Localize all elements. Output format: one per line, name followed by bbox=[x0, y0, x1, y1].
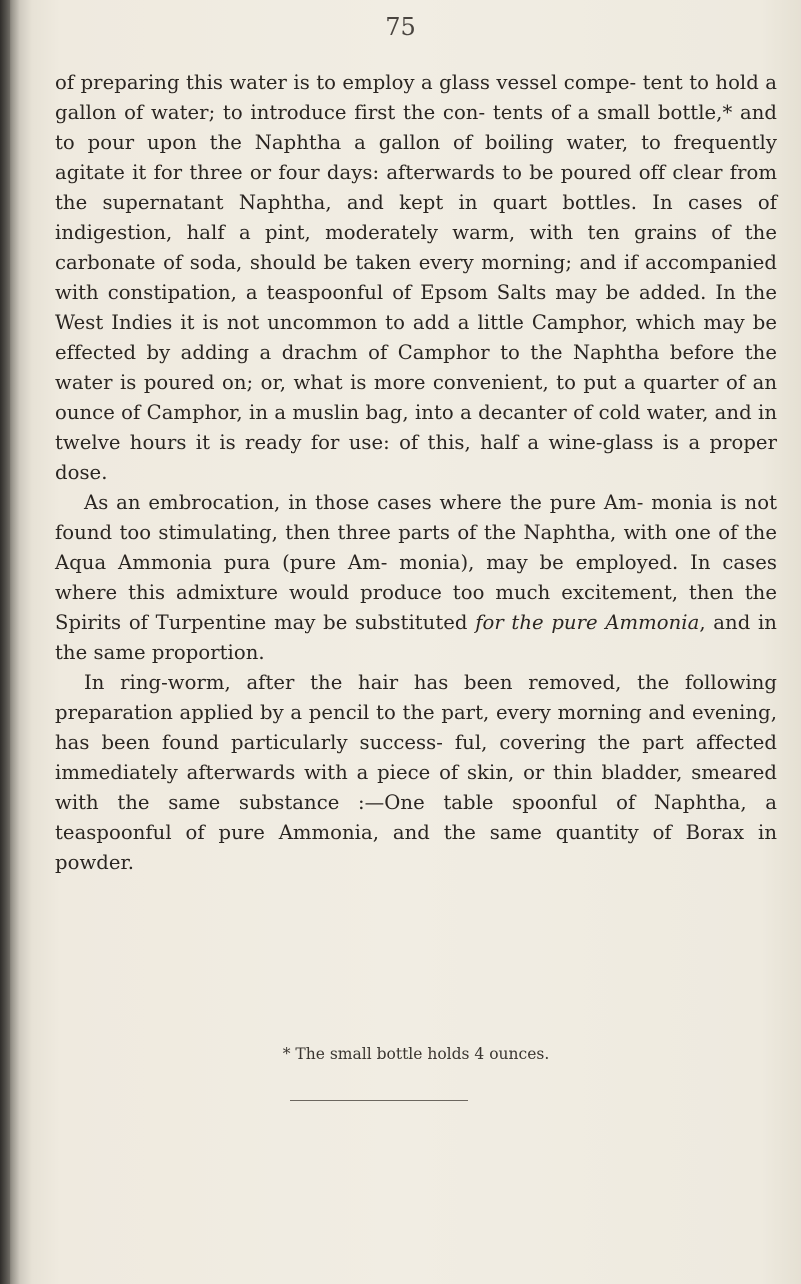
page-number: 75 bbox=[385, 13, 416, 41]
footnote: * The small bottle holds 4 ounces. bbox=[282, 1045, 550, 1063]
paragraph-2 bbox=[55, 488, 777, 668]
paragraph-1: of preparing this water is to employ a glass vessel compe- tent to hold a gallon of water; to introduce first the con- tents of a small bottle,* and to pour upon the Naphtha a gallon of boiling water, to frequently agitate it for three or four days: afterwards to be poured off clear from the supernatant Naphtha, and kept in quart bottles. In cases of indigestion, half a pint, moderately warm, with ten grains of the carbonate of soda, should be taken every morning; and if accompanied with constipation, a teaspoonful of Epsom Salts may be added. In the West Indies it is not uncommon to add a little Camphor, which may be effected by adding a drachm of Camphor to the Naphtha before the water is poured on; or, what is more convenient, to put a quarter of an ounce of Camphor, in a muslin bag, into a decanter of cold water, and in twelve hours it is ready for use: of this, half a wine-glass is a proper dose. bbox=[55, 71, 777, 484]
binding-gutter bbox=[0, 0, 10, 1284]
paragraph-2-text: As an embrocation, in those cases where the pure Am- monia is not found too stimulating, then three parts of the Naphtha, with one of the Aqua Ammonia pura (pure Am- monia), may be employed. In cases where this admixture would produce too much excitement, then the Spirits of Turpentine may be substituted bbox=[55, 491, 777, 634]
body-text bbox=[55, 68, 777, 878]
paragraph-2-italic: for the pure Ammonia bbox=[475, 611, 700, 634]
paragraph-3: In ring-worm, after the hair has been removed, the following preparation applied by a pencil to the part, every morning and evening, has been found particularly success- ful, covering the part affected immediately afterwards with a piece of skin, or thin bladder, smeared with the same substance :—One table spoonful of Naphtha, a teaspoonful of pure Ammonia, and the same quantity of Borax in powder. bbox=[55, 671, 777, 874]
footnote-divider bbox=[290, 1100, 468, 1101]
paragraph-2-end: , and in the same proportion. bbox=[55, 611, 777, 664]
